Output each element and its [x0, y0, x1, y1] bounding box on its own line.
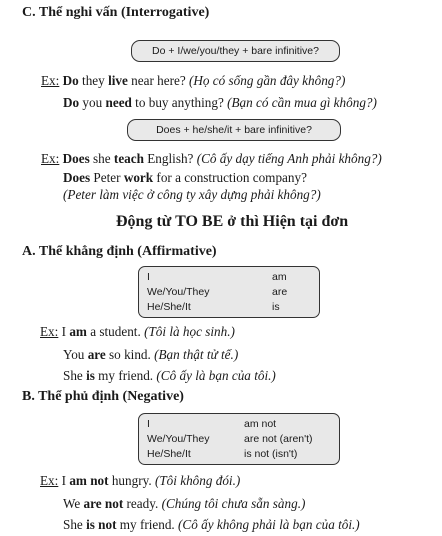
- ex-label: Ex:: [41, 151, 60, 166]
- subject-cell: I: [147, 271, 150, 283]
- main-verb: teach: [113, 151, 144, 166]
- subject-cell: He/She/It: [147, 301, 191, 313]
- be-verb: are not: [83, 496, 124, 511]
- verb-cell: is not (isn't): [244, 448, 298, 460]
- formula-do: Do + I/we/you/they + bare infinitive?: [131, 40, 340, 62]
- text: for a construction company?: [153, 170, 307, 185]
- text: she: [89, 151, 114, 166]
- section-c-heading: C. Thể nghi vấn (Interrogative): [22, 5, 210, 20]
- subject-cell: We/You/They: [147, 286, 210, 298]
- text: She: [63, 368, 87, 383]
- to-be-title: Động từ TO BE ở thì Hiện tại đơn: [116, 213, 349, 230]
- main-verb: live: [108, 73, 128, 88]
- translation: (Cô ấy là bạn của tôi.): [156, 368, 276, 383]
- example-line: [41, 151, 382, 167]
- negative-table: [138, 413, 340, 465]
- example-line: [63, 95, 377, 111]
- aux-verb: Does: [63, 170, 91, 185]
- text: Peter: [90, 170, 124, 185]
- text: I: [61, 473, 70, 488]
- example-line: [40, 324, 235, 340]
- be-verb: are: [87, 347, 106, 362]
- aux-verb: Do: [63, 95, 80, 110]
- verb-cell: is: [272, 301, 280, 313]
- aux-verb: Does: [62, 151, 90, 166]
- example-line: [63, 517, 360, 533]
- be-verb: am not: [69, 473, 109, 488]
- aux-verb: Do: [62, 73, 79, 88]
- be-verb: is not: [86, 517, 117, 532]
- example-line: [40, 473, 240, 489]
- text: a student.: [86, 324, 145, 339]
- section-b-heading: B. Thể phủ định (Negative): [22, 389, 184, 404]
- text: they: [78, 73, 109, 88]
- translation: (Bạn có cần mua gì không?): [227, 95, 377, 110]
- translation: (Họ có sống gần đây không?): [188, 73, 346, 88]
- ex-label: Ex:: [41, 73, 60, 88]
- main-verb: work: [123, 170, 154, 185]
- text: She: [63, 517, 87, 532]
- example-line: [63, 368, 276, 384]
- text: you: [79, 95, 106, 110]
- formula-does: Does + he/she/it + bare infinitive?: [127, 119, 341, 141]
- be-verb: am: [69, 324, 87, 339]
- text: ready.: [123, 496, 162, 511]
- text: You: [63, 347, 88, 362]
- text: English?: [143, 151, 197, 166]
- text: my friend.: [94, 368, 157, 383]
- text: so kind.: [105, 347, 155, 362]
- text: hungry.: [108, 473, 155, 488]
- text: to buy anything?: [131, 95, 228, 110]
- subject-cell: He/She/It: [147, 448, 191, 460]
- example-line: [41, 73, 345, 89]
- text: We: [63, 496, 84, 511]
- verb-cell: are: [272, 286, 288, 298]
- main-verb: need: [105, 95, 132, 110]
- translation: (Peter làm việc ở công ty xây dựng phải không?): [63, 187, 321, 202]
- be-verb: is: [86, 368, 95, 383]
- ex-label: Ex:: [40, 473, 59, 488]
- translation: (Tôi là học sinh.): [144, 324, 235, 339]
- subject-cell: We/You/They: [147, 433, 210, 445]
- translation: (Bạn thật tử tế.): [154, 347, 239, 362]
- translation: (Tôi không đói.): [154, 473, 241, 488]
- example-line: [63, 347, 238, 363]
- translation: (Cô ấy không phải là bạn của tôi.): [178, 517, 360, 532]
- text: near here?: [127, 73, 189, 88]
- verb-cell: am: [272, 271, 287, 283]
- translation: (Cô ấy dạy tiếng Anh phải không?): [196, 151, 382, 166]
- translation: (Chúng tôi chưa sẵn sàng.): [161, 496, 306, 511]
- example-line: [63, 170, 307, 186]
- verb-cell: are not (aren't): [244, 433, 313, 445]
- text: I: [61, 324, 70, 339]
- example-line: [63, 496, 305, 512]
- subject-cell: I: [147, 418, 150, 430]
- section-a-heading: A. Thể khẳng định (Affirmative): [22, 244, 217, 259]
- affirmative-table: [138, 266, 320, 318]
- text: my friend.: [116, 517, 179, 532]
- ex-label: Ex:: [40, 324, 59, 339]
- verb-cell: am not: [244, 418, 277, 430]
